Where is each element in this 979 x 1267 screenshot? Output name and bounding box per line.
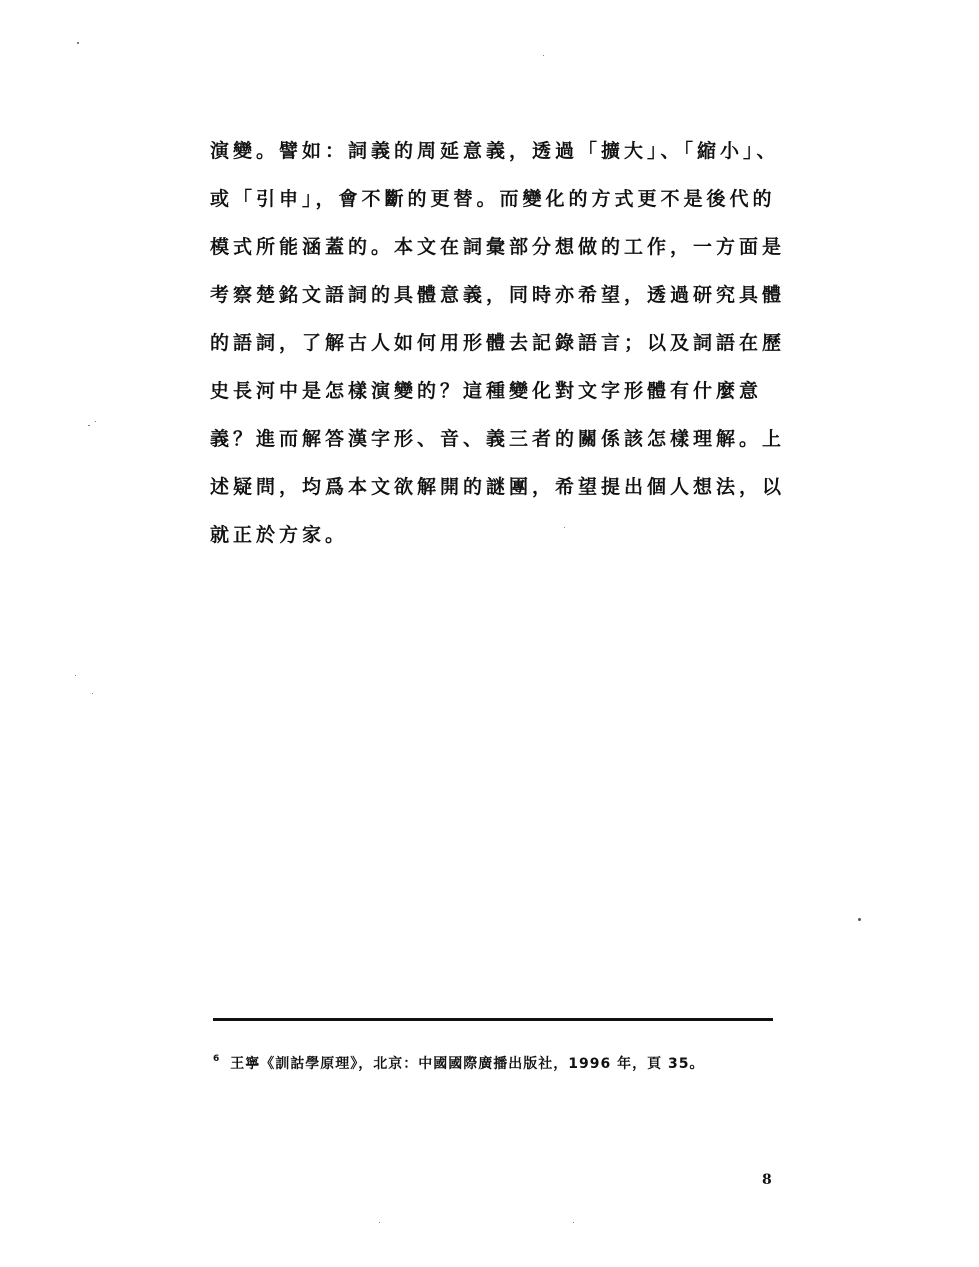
paragraph-line: 就正於方家。 bbox=[210, 524, 349, 546]
paragraph-line: 史長河中是怎樣演變的？這種變化對文字形體有什麼意 bbox=[210, 380, 763, 402]
paragraph-line: 義？進而解答漢字形、音、義三者的關係該怎樣理解。上 bbox=[210, 428, 786, 450]
scan-speck bbox=[92, 693, 93, 694]
paragraph-line: 的語詞，了解古人如何用形體去記錄語言；以及詞語在歷 bbox=[210, 332, 786, 354]
footnote-separator-rule bbox=[213, 1018, 773, 1021]
body-paragraph bbox=[210, 127, 786, 559]
page-number: 8 bbox=[762, 1172, 772, 1188]
paragraph-line: 演變。譬如：詞義的周延意義，透過「擴大」、「縮小」、 bbox=[210, 140, 780, 162]
scan-speck bbox=[564, 527, 565, 528]
scan-speck bbox=[379, 1222, 380, 1223]
paragraph-line: 模式所能涵蓋的。本文在詞彙部分想做的工作，一方面是 bbox=[210, 236, 786, 258]
footnote-marker: 6 bbox=[213, 1054, 221, 1064]
paragraph-line: 考察楚銘文語詞的具體意義，同時亦希望，透過研究具體 bbox=[210, 284, 786, 306]
scan-speck bbox=[88, 425, 90, 426]
scan-speck bbox=[75, 675, 76, 676]
paragraph-line: 或「引申」，會不斷的更替。而變化的方式更不是後代的 bbox=[210, 188, 776, 210]
paragraph-line: 述疑問，均爲本文欲解開的謎團，希望提出個人想法，以 bbox=[210, 476, 786, 498]
scan-speck bbox=[573, 1222, 574, 1223]
footnote-text: 王寧《訓詁學原理》，北京：中國國際廣播出版社，1996 年，頁 35。 bbox=[230, 1056, 705, 1072]
scan-speck bbox=[77, 42, 79, 44]
footnote bbox=[213, 1050, 783, 1078]
scan-speck bbox=[95, 421, 96, 422]
scan-speck bbox=[543, 55, 544, 56]
scan-speck bbox=[858, 918, 861, 921]
